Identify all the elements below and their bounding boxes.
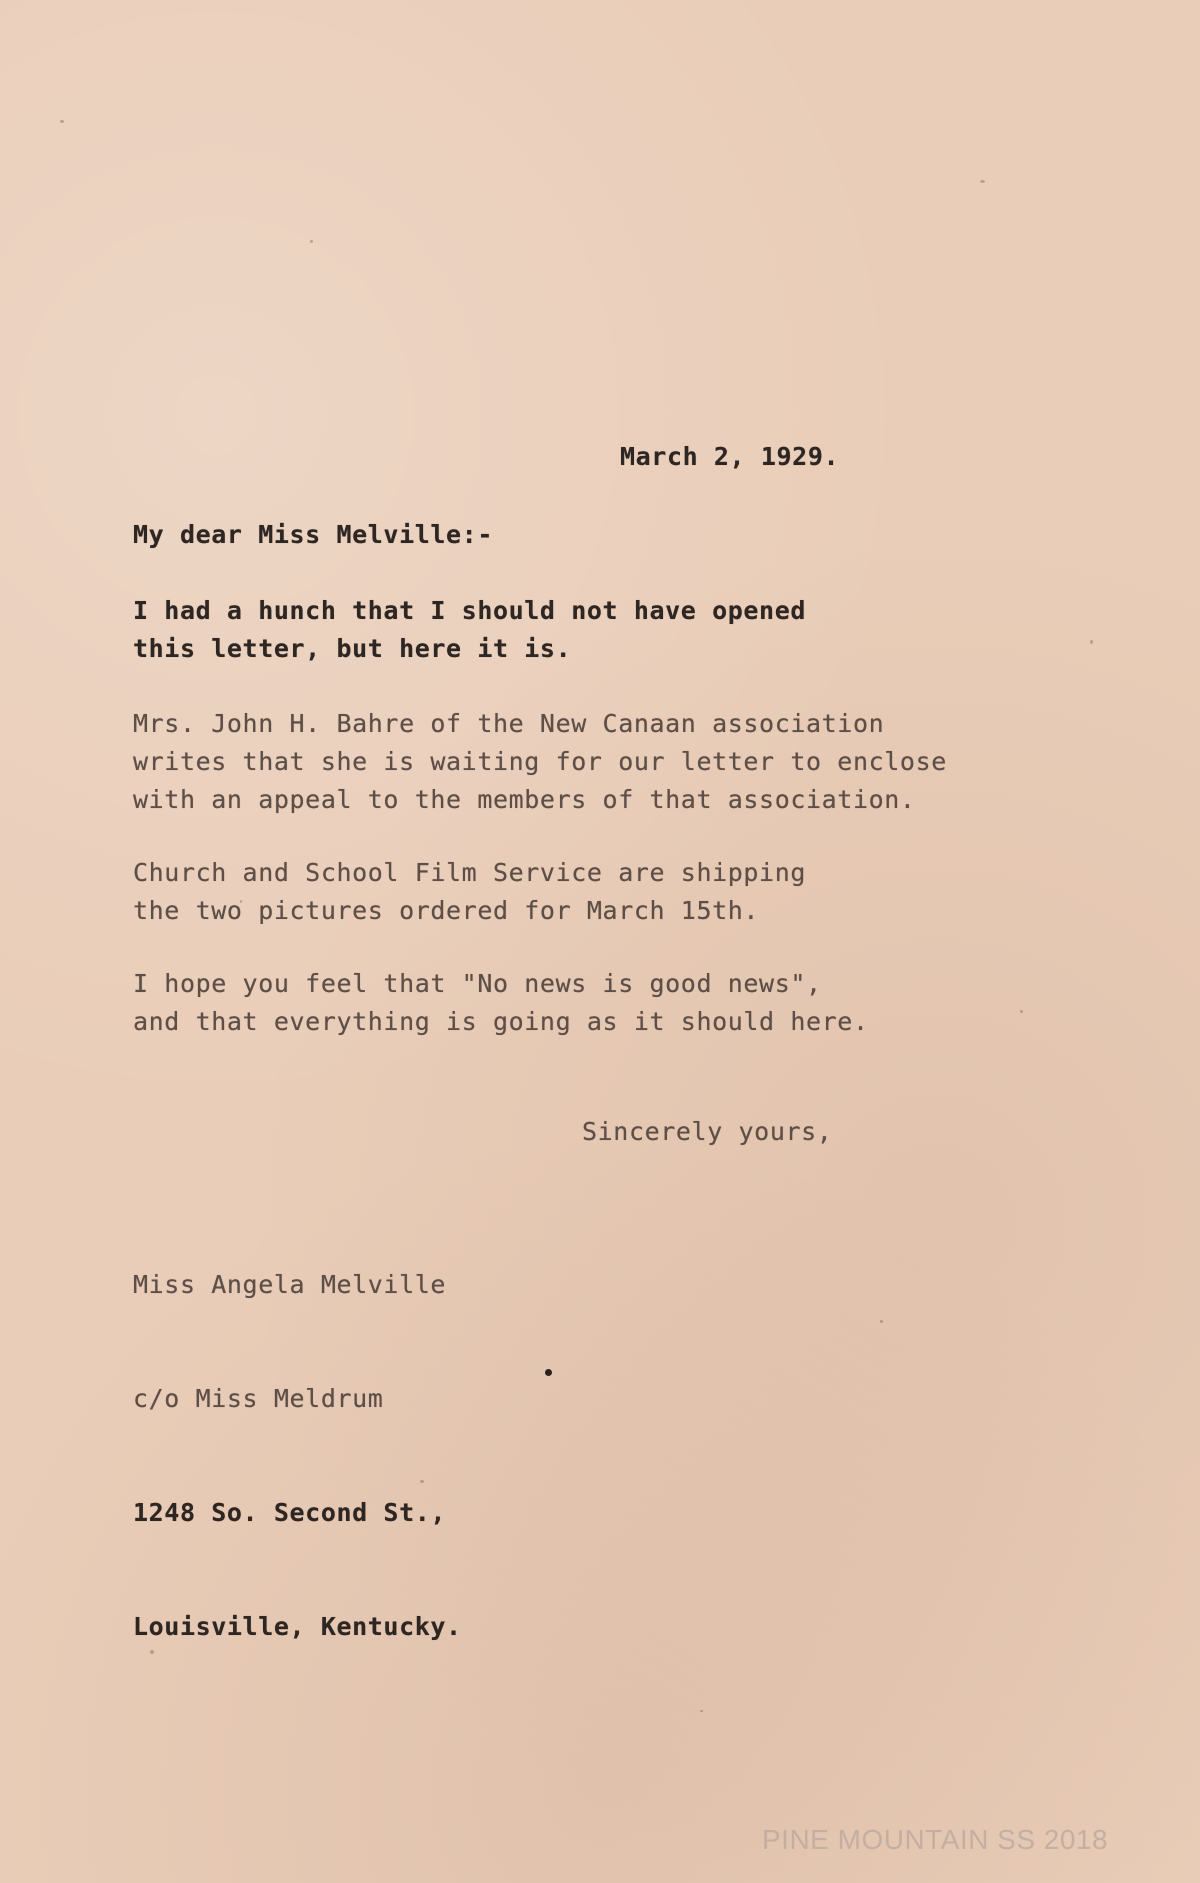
letter-date: March 2, 1929. xyxy=(620,442,840,471)
paper-speck xyxy=(980,180,985,183)
letter-paragraph-3: Church and School Film Service are shipping the two pictures ordered for March 15th. xyxy=(133,858,807,925)
address-line-name: Miss Angela Melville xyxy=(133,1270,447,1299)
address-line-care-of: c/o Miss Meldrum xyxy=(133,1384,384,1413)
letter-salutation: My dear Miss Melville:- xyxy=(133,520,493,549)
address-line-street: 1248 So. Second St., xyxy=(133,1498,447,1527)
archive-watermark: PINE MOUNTAIN SS 2018 xyxy=(762,1824,1109,1855)
letter-closing: Sincerely yours, xyxy=(582,1117,833,1146)
letter-paragraph-1: I had a hunch that I should not have opened this letter, but here it is. xyxy=(133,596,807,663)
recipient-address xyxy=(133,1190,462,1722)
paper-speck xyxy=(880,1320,883,1323)
address-line-city: Louisville, Kentucky. xyxy=(133,1612,462,1641)
paper-speck xyxy=(1090,640,1093,644)
letter-paragraph-2: Mrs. John H. Bahre of the New Canaan association writes that she is waiting for our letter to enclose with an appeal to the members of that association. xyxy=(133,709,947,814)
paper-speck xyxy=(60,120,64,123)
paper-speck xyxy=(700,1710,703,1712)
paper-speck xyxy=(310,240,313,243)
paper-speck xyxy=(1020,1010,1023,1013)
letter-paragraph-4: I hope you feel that "No news is good news", and that everything is going as it should here. xyxy=(133,969,869,1036)
ink-mark xyxy=(545,1369,552,1376)
